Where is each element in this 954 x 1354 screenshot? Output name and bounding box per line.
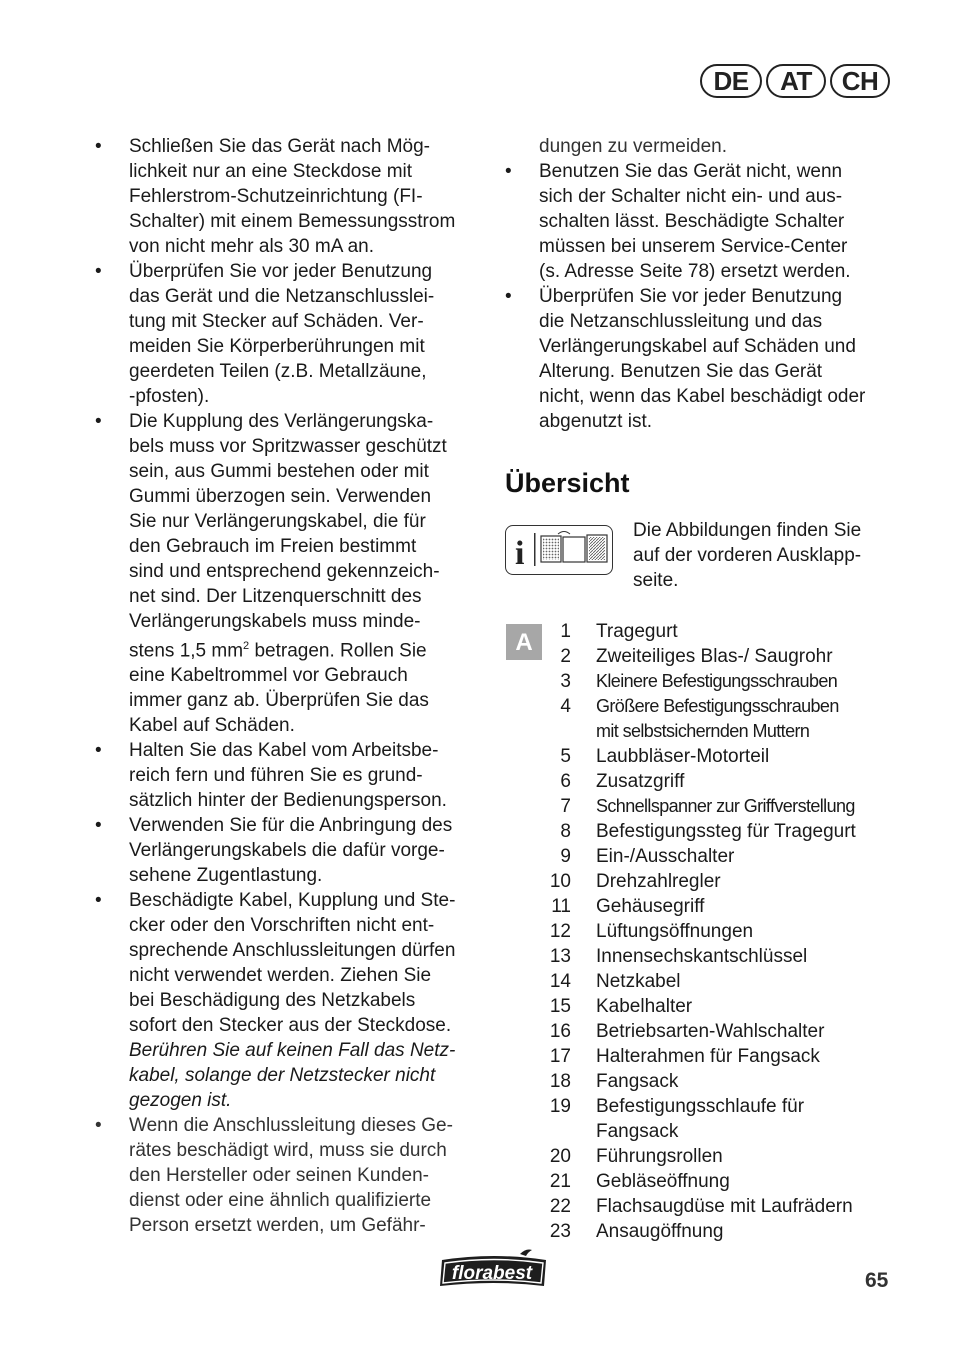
text-line: (s. Adresse Seite 78) ersetzt werden. xyxy=(539,261,851,282)
part-row xyxy=(505,1219,900,1244)
part-label xyxy=(596,894,900,919)
text-line: Tragegurt xyxy=(596,621,678,642)
part-row xyxy=(505,1069,900,1094)
text-line: Gebläseöffnung xyxy=(596,1171,730,1192)
text-line: Kabel auf Schäden. xyxy=(129,715,295,737)
text-line: Person ersetzt werden, um Gefähr- xyxy=(129,1215,426,1237)
part-number: 7 xyxy=(560,796,571,817)
text-fragment: betragen. Rollen Sie xyxy=(249,640,427,662)
text-line: Überprüfen Sie vor jeder Benutzung xyxy=(129,261,433,282)
part-row xyxy=(505,1144,900,1169)
part-row xyxy=(505,619,900,644)
text-line: Beschädigte Kabel, Kupplung und Ste- xyxy=(129,890,456,912)
right-bullet-list xyxy=(505,159,900,434)
part-row xyxy=(505,1169,900,1194)
right-column xyxy=(505,134,900,1244)
part-row xyxy=(505,644,900,669)
text-line: müssen bei unserem Service-Center xyxy=(539,236,848,257)
text-line: dienst oder eine ähnlich qualifizierte xyxy=(129,1190,432,1212)
lang-badge-ch: CH xyxy=(830,64,890,98)
text-line: geerdeten Teilen (z.B. Metallzäune, xyxy=(129,361,427,382)
text-line: Schnellspanner zur Griffverstellung xyxy=(596,796,855,816)
page-number: 65 xyxy=(865,1269,889,1292)
text-line: meiden Sie Körperberührungen mit xyxy=(129,336,425,357)
brand-logo-text: florabest xyxy=(451,1263,533,1284)
text-line: lichkeit nur an eine Steckdose mit xyxy=(129,161,413,182)
text-line: Halterahmen für Fangsack xyxy=(596,1046,820,1067)
part-number: 21 xyxy=(549,1171,571,1192)
part-row xyxy=(505,1094,900,1144)
part-label xyxy=(596,1194,900,1219)
part-label xyxy=(596,1019,900,1044)
text-line: schalten lässt. Beschädigte Schalter xyxy=(539,211,845,232)
part-number: 16 xyxy=(549,1021,571,1042)
text-line: sofort den Stecker aus der Steckdose. xyxy=(129,1015,452,1037)
figure-badge: A xyxy=(506,624,542,660)
text-line: Fangsack xyxy=(596,1071,679,1092)
text-fragment: stens 1,5 mm xyxy=(129,640,244,662)
bullet-glyph: • xyxy=(95,740,102,762)
bullet-glyph: • xyxy=(95,815,102,837)
bullet-item xyxy=(505,284,900,434)
part-number: 10 xyxy=(549,871,571,892)
text-line: den Hersteller oder seinen Kunden- xyxy=(129,1165,429,1187)
text-line: Halten Sie das Kabel vom Arbeitsbe- xyxy=(129,740,439,762)
text-line: nicht verwendet werden. Ziehen Sie xyxy=(129,965,432,987)
part-row xyxy=(505,744,900,769)
bullet-glyph: • xyxy=(505,161,512,182)
text-line: Betriebsarten-Wahlschalter xyxy=(596,1021,825,1042)
part-row xyxy=(505,919,900,944)
part-label xyxy=(596,794,900,819)
text-line: Netzkabel xyxy=(596,971,681,992)
part-label xyxy=(596,1069,900,1094)
part-row xyxy=(505,1019,900,1044)
part-row xyxy=(505,944,900,969)
text-line: Verlängerungskabels muss minde- xyxy=(129,611,421,632)
part-label xyxy=(596,744,900,769)
part-number: 8 xyxy=(560,821,571,842)
part-number: 1 xyxy=(560,621,571,642)
part-label xyxy=(596,844,900,869)
part-label xyxy=(596,1169,900,1194)
warning-line: Berühren Sie auf keinen Fall das Netz- xyxy=(129,1040,456,1062)
info-foldout-icon xyxy=(505,525,613,575)
part-row xyxy=(505,819,900,844)
text-line: Überprüfen Sie vor jeder Benutzung xyxy=(539,286,843,307)
text-line: den Gebrauch im Freien bestimmt xyxy=(129,536,417,557)
bullet-glyph: • xyxy=(95,890,102,912)
text-line: von nicht mehr als 30 mA an. xyxy=(129,236,375,257)
part-number: 3 xyxy=(560,671,571,692)
part-number: 5 xyxy=(560,746,571,767)
parts-list xyxy=(505,619,900,1244)
part-row xyxy=(505,844,900,869)
part-number: 11 xyxy=(551,896,571,917)
part-label xyxy=(596,819,900,844)
part-row xyxy=(505,1194,900,1219)
text-line: Zweiteiliges Blas-/ Saugrohr xyxy=(596,646,833,667)
text-line: Größere Befestigungsschrauben xyxy=(596,696,839,716)
continuation-text: dungen zu vermeiden. xyxy=(539,136,728,157)
bullet-glyph: • xyxy=(505,286,512,307)
section-heading: Übersicht xyxy=(505,468,630,498)
bullet-glyph: • xyxy=(95,136,102,157)
text-line: bels muss vor Spritzwasser geschützt xyxy=(129,436,447,457)
lang-badge-at: AT xyxy=(766,64,826,98)
part-number: 18 xyxy=(549,1071,571,1092)
part-number: 12 xyxy=(549,921,571,942)
part-number: 20 xyxy=(549,1146,571,1167)
text-line: eine Kabeltrommel vor Gebrauch xyxy=(129,665,408,687)
text-line: sätzlich hinter der Bedienungsperson. xyxy=(129,790,447,812)
text-line: Lüftungsöffnungen xyxy=(596,921,754,942)
text-line: Kleinere Befestigungsschrauben xyxy=(596,671,838,691)
text-line: Befestigungsschlaufe für xyxy=(596,1096,805,1117)
lang-badge-de: DE xyxy=(700,64,762,98)
text-line: Sie nur Verlängerungskabel, die für xyxy=(129,511,426,532)
part-label xyxy=(596,769,900,794)
bullet-glyph: • xyxy=(95,261,102,282)
bullet-item xyxy=(95,1113,487,1238)
text-line: Ansaugöffnung xyxy=(596,1221,724,1242)
part-number: 15 xyxy=(549,996,571,1017)
text-line: Fehlerstrom-Schutzeinrichtung (FI- xyxy=(129,186,423,207)
part-label xyxy=(596,869,900,894)
bullet-item xyxy=(95,134,487,259)
part-label xyxy=(596,619,900,644)
info-text xyxy=(633,518,893,593)
part-row xyxy=(505,969,900,994)
text-line: Zusatzgriff xyxy=(596,771,685,792)
part-number: 22 xyxy=(549,1196,571,1217)
text-line: Verlängerungskabels die dafür vorge- xyxy=(129,840,445,862)
text-line: Fangsack xyxy=(596,1121,679,1142)
part-label xyxy=(596,1044,900,1069)
text-line: Ein-/Ausschalter xyxy=(596,846,735,867)
part-row xyxy=(505,669,900,694)
part-label xyxy=(596,669,900,694)
warning-line: gezogen ist. xyxy=(129,1090,232,1112)
part-label xyxy=(596,994,900,1019)
text-line: die Netzanschlussleitung und das xyxy=(539,311,823,332)
part-row xyxy=(505,869,900,894)
text-line: mit selbstsichernden Muttern xyxy=(596,721,810,741)
text-line: Verlängerungskabel auf Schäden und xyxy=(539,336,856,357)
text-line: sich der Schalter nicht ein- und aus- xyxy=(539,186,843,207)
text-line: Die Kupplung des Verlängerungska- xyxy=(129,411,434,432)
part-number: 13 xyxy=(549,946,571,967)
part-row xyxy=(505,694,900,744)
part-row xyxy=(505,769,900,794)
bullet-item xyxy=(95,738,487,813)
text-line: abgenutzt ist. xyxy=(539,411,653,432)
text-line: Führungsrollen xyxy=(596,1146,723,1167)
text-line: Benutzen Sie das Gerät nicht, wenn xyxy=(539,161,843,182)
text-line: Drehzahlregler xyxy=(596,871,721,892)
text-line: bei Beschädigung des Netzkabels xyxy=(129,990,416,1012)
text-line: Innensechskantschlüssel xyxy=(596,946,808,967)
bullet-item xyxy=(95,813,487,888)
superscript: 2 xyxy=(243,640,250,652)
bullet-item xyxy=(505,159,900,284)
text-line: Schalter) mit einem Bemessungsstrom xyxy=(129,211,456,232)
text-line: sind und entsprechend gekennzeich- xyxy=(129,561,440,582)
part-number: 19 xyxy=(549,1096,571,1117)
svg-text:i: i xyxy=(515,535,525,572)
part-number: 4 xyxy=(560,696,571,717)
text-line: nicht, wenn das Kabel beschädigt oder xyxy=(539,386,866,407)
part-number: 2 xyxy=(560,646,571,667)
text-line: reich fern und führen Sie es grund- xyxy=(129,765,423,787)
part-label xyxy=(596,1144,900,1169)
text-line: sprechende Anschlussleitungen dürfen xyxy=(129,940,456,962)
text-line: Befestigungssteg für Tragegurt xyxy=(596,821,856,842)
info-note xyxy=(505,518,900,593)
part-label xyxy=(596,944,900,969)
part-row xyxy=(505,994,900,1019)
text-line: Die Abbildungen finden Sie xyxy=(633,520,862,541)
text-line: Gummi überzogen sein. Verwenden xyxy=(129,486,432,507)
text-line: Flachsaugdüse mit Laufrädern xyxy=(596,1196,853,1217)
warning-line: kabel, solange der Netzstecker nicht xyxy=(129,1065,436,1087)
bullet-item xyxy=(95,259,487,409)
part-number: 17 xyxy=(549,1046,571,1067)
text-line: Alterung. Benutzen Sie das Gerät xyxy=(539,361,823,382)
part-label xyxy=(596,969,900,994)
text-line: rätes beschädigt wird, muss sie durch xyxy=(129,1140,447,1162)
part-label xyxy=(596,694,900,744)
part-row xyxy=(505,894,900,919)
part-label xyxy=(596,1094,900,1144)
part-label xyxy=(596,1219,900,1244)
part-row xyxy=(505,1044,900,1069)
part-row xyxy=(505,794,900,819)
part-label xyxy=(596,919,900,944)
text-line xyxy=(129,634,487,663)
part-number: 23 xyxy=(549,1221,571,1242)
part-number: 9 xyxy=(560,846,571,867)
text-line: Wenn die Anschlussleitung dieses Ge- xyxy=(129,1115,453,1137)
text-line: Kabelhalter xyxy=(596,996,693,1017)
part-label xyxy=(596,644,900,669)
text-line: sein, aus Gummi bestehen oder mit xyxy=(129,461,429,482)
text-line: tung mit Stecker auf Schäden. Ver- xyxy=(129,311,424,332)
text-line: immer ganz ab. Überprüfen Sie das xyxy=(129,690,429,712)
text-line: seite. xyxy=(633,570,679,591)
text-line: Gehäusegriff xyxy=(596,896,705,917)
brand-logo xyxy=(438,1246,550,1290)
text-line: Verwenden Sie für die Anbringung des xyxy=(129,815,453,837)
left-column xyxy=(95,134,487,1238)
bullet-item xyxy=(95,888,487,1113)
text-line: Schließen Sie das Gerät nach Mög- xyxy=(129,136,430,157)
text-line: sehene Zugentlastung. xyxy=(129,865,323,887)
bullet-glyph: • xyxy=(95,411,102,432)
part-number: 14 xyxy=(549,971,571,992)
text-line: cker oder den Vorschriften nicht ent- xyxy=(129,915,435,937)
text-line: das Gerät und die Netzanschlusslei- xyxy=(129,286,435,307)
text-line: net sind. Der Litzenquerschnitt des xyxy=(129,586,422,607)
text-line: auf der vorderen Ausklapp- xyxy=(633,545,862,566)
bullet-item xyxy=(95,409,487,738)
bullet-glyph: • xyxy=(95,1115,102,1137)
text-line: Laubbläser-Motorteil xyxy=(596,746,770,767)
text-line: -pfosten). xyxy=(129,386,210,407)
part-number: 6 xyxy=(560,771,571,792)
